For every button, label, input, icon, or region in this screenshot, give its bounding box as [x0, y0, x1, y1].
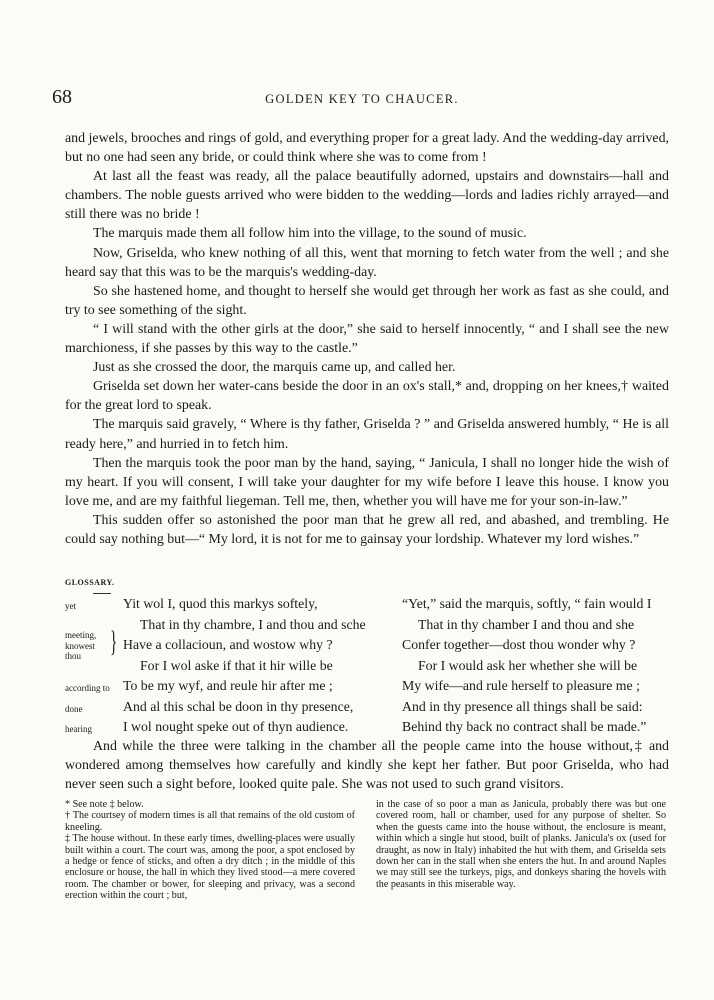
body-text-continued	[65, 737, 669, 795]
old-english-line: For I wol aske if that it hir wille be	[140, 657, 333, 673]
verse-line	[65, 617, 675, 638]
gloss: according to	[65, 683, 110, 693]
glossary-rule	[93, 593, 111, 594]
running-title: GOLDEN KEY TO CHAUCER.	[265, 92, 459, 106]
gloss: done	[65, 703, 83, 714]
paragraph: Griselda set down her water-cans beside the door in an ox's stall,* and, dropping on her knees,† waited for the great lord to speak.	[65, 379, 669, 414]
old-english-line: I wol nought speke out of thyn audience.	[123, 719, 349, 734]
gloss: meeting, knowest thou	[65, 630, 97, 661]
old-english-line: Yit wol I, quod this markys softely,	[123, 596, 318, 611]
paragraph: The marquis made them all follow him into the village, to the sound of music.	[93, 226, 527, 242]
footnotes-right-column	[376, 799, 666, 890]
gloss: hearing	[65, 724, 92, 734]
brace-glyph: }	[110, 625, 118, 658]
verse-block	[65, 596, 675, 740]
modern-line: That in thy chamber I and thou and she	[418, 616, 635, 632]
footnote: * See note ‡ below.	[65, 799, 144, 810]
paragraph: This sudden offer so astonished the poor man that he grew all red, and abashed, and trembling. He could say nothing but—“ My lord, it is not for me to gainsay your lordship. Whatever my lord wishes.”	[65, 512, 669, 547]
modern-line: Behind thy back no contract shall be made.”	[402, 719, 647, 734]
modern-line: My wife—and rule herself to pleasure me ;	[402, 678, 640, 693]
footnote: ‡ The house without. In these early times, dwelling-places were usually built within a court. The court was, among the poor, a spot enclosed by a hedge or fence of sticks, and often a dry ditch ; in the middle of this enclosure or house, the hall in which they lived stood—a mere covered room. The chamber or bower, for sleeping and privacy, was a second erection within the court ; but,	[65, 833, 355, 902]
modern-line: For I would ask her whether she will be	[418, 657, 638, 673]
page-number: 68	[52, 86, 72, 108]
verse-line	[65, 678, 675, 699]
modern-line: “Yet,” said the marquis, softly, “ fain would I	[402, 596, 652, 611]
modern-line: And in thy presence all things shall be said:	[402, 698, 643, 714]
paragraph: And while the three were talking in the chamber all the people came into the house without,‡ and wondered among themselves how carefully and kindly she kept her father. But poor Griselda, who had never seen such a sight before, looked quite pale. She was not used to such grand visitors.	[65, 739, 669, 793]
paragraph: and jewels, brooches and rings of gold, and everything proper for a great lady. And the wedding-day arrived, but no one had seen any bride, or could think where she was to come from !	[65, 131, 669, 166]
footnote: † The courtsey of modern times is all that remains of the old custom of kneeling.	[65, 810, 355, 833]
old-english-line: To be my wyf, and reule hir after me ;	[123, 678, 333, 693]
glossary-label: GLOSSARY.	[65, 578, 115, 587]
verse-line	[65, 658, 675, 679]
paragraph: So she hastened home, and thought to herself she would get through her work as fast as she could, and try to see something of the sight.	[65, 283, 669, 318]
paragraph: “ I will stand with the other girls at the door,” she said to herself innocently, “ and I shall see the new marchioness, if she passes by this way to the castle.”	[65, 321, 669, 357]
old-english-line: And al this schal be doon in thy presence,	[123, 698, 354, 714]
paragraph: At last all the feast was ready, all the palace beautifully adorned, upstairs and downstairs—hall and chambers. The noble guests arrived who were bidden to the wedding—lords and ladies richly arrayed—and still there was no bride !	[65, 169, 669, 223]
verse-line	[65, 699, 675, 720]
verse-line	[65, 596, 675, 617]
old-english-line: That in thy chambre, I and thou and sche	[140, 616, 366, 632]
old-english-line: Have a collacioun, and wostow why ?	[123, 637, 333, 652]
paragraph: Then the marquis took the poor man by the hand, saying, “ Janicula, I shall no longer hide the wish of my heart. If you will consent, I will take your daughter for my wife before I leave this house. I know you love me, and are my faithful liegeman. Tell me, then, whether you will have me for your son-in-law.”	[65, 455, 669, 509]
footnotes-left-column	[65, 799, 355, 902]
paragraph: Just as she crossed the door, the marquis came up, and called her.	[93, 360, 456, 376]
page-header	[52, 86, 672, 110]
footnote-continuation: in the case of so poor a man as Janicula, probably there was but one covered room, hall or chamber, used for any purpose of shelter. So when the guests came into the house without, the enclosure is meant, within which a single hut stood, built of planks. Janicula's ox (used for draught, as now in Italy) inhabited the hut with them, and Griselda sets down her can in the stall when she enters the hut. In and around Naples we may still see the turkeys, pigs, and donkeys sharing the hovels with the peasants in this miserable way.	[376, 799, 666, 890]
paragraph: The marquis said gravely, “ Where is thy father, Griselda ? ” and Griselda answered humbly, “ He is all ready here,” and hurried in to fetch him.	[65, 417, 669, 452]
body-text	[65, 129, 669, 549]
verse-line	[65, 625, 675, 661]
gloss: yet	[65, 601, 76, 611]
paragraph: Now, Griselda, who knew nothing of all this, went that morning to fetch water from the well ; and she heard say that this was to be the marquis's wedding-day.	[65, 245, 669, 280]
modern-line: Confer together—dost thou wonder why ?	[402, 637, 636, 652]
